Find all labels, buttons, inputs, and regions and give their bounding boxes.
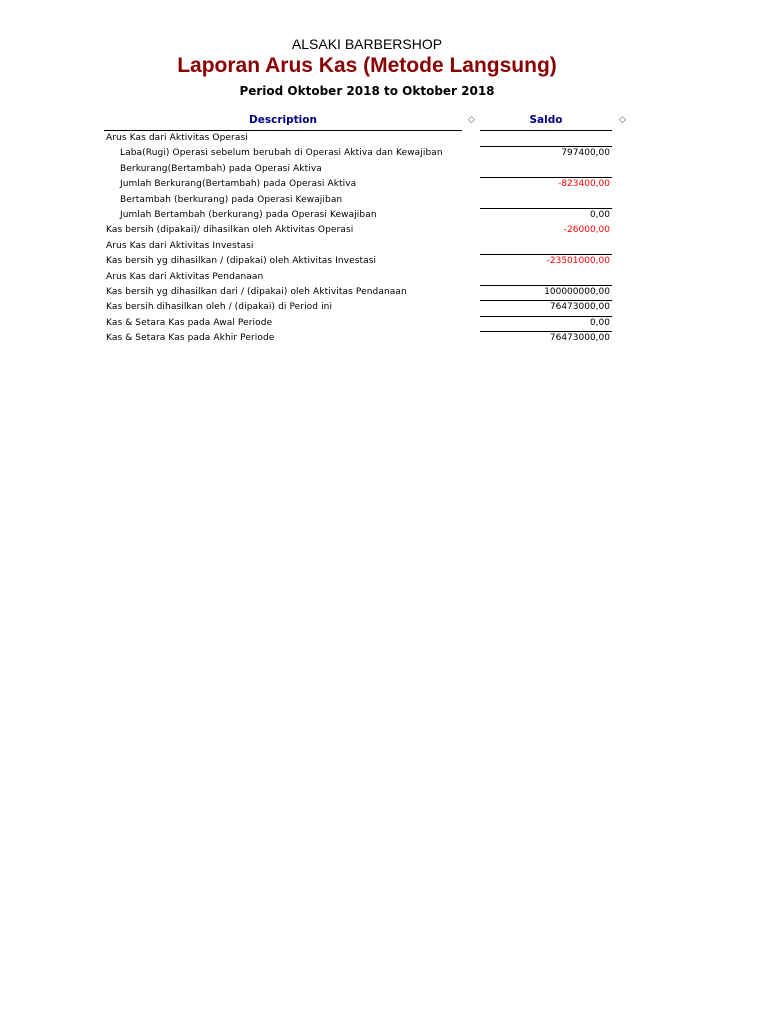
table-row xyxy=(104,240,614,255)
report-period: Period Oktober 2018 to Oktober 2018 xyxy=(239,84,495,98)
table-row xyxy=(104,209,614,224)
table-row xyxy=(104,317,614,332)
table-row xyxy=(104,163,614,178)
row-description: Kas & Setara Kas pada Akhir Periode xyxy=(106,333,275,344)
row-value: -23501000,00 xyxy=(546,256,610,267)
table-row xyxy=(104,301,614,316)
table-row xyxy=(104,178,614,193)
report-title: Laporan Arus Kas (Metode Langsung) xyxy=(177,54,557,77)
table-row xyxy=(104,255,614,270)
table-row xyxy=(104,271,614,286)
table-row xyxy=(104,132,614,147)
row-description: Arus Kas dari Aktivitas Operasi xyxy=(106,133,248,143)
cash-flow-table xyxy=(104,132,614,347)
row-description: Kas bersih yg dihasilkan dari / (dipakai) oleh Aktivitas Pendanaan xyxy=(106,286,407,297)
row-value: 0,00 xyxy=(589,209,610,220)
row-value: 76473000,00 xyxy=(549,302,610,313)
row-description: Jumlah Bertambah (berkurang) pada Operasi Kewajiban xyxy=(120,209,377,220)
row-description: Jumlah Berkurang(Bertambah) pada Operasi Aktiva xyxy=(120,179,357,190)
company-name: ALSAKI BARBERSHOP xyxy=(291,36,443,52)
description-column-header[interactable]: Description xyxy=(104,114,462,131)
table-row xyxy=(104,286,614,301)
table-row xyxy=(104,332,614,347)
row-description: Arus Kas dari Aktivitas Investasi xyxy=(106,240,254,251)
sort-saldo-icon[interactable]: ◇ xyxy=(619,115,626,125)
row-description: Kas bersih (dipakai)/ dihasilkan oleh Aktivitas Operasi xyxy=(106,225,354,236)
row-value: -26000,00 xyxy=(563,225,610,236)
row-value: 0,00 xyxy=(589,317,610,328)
row-value: 797400,00 xyxy=(561,148,610,159)
row-description: Kas bersih yg dihasilkan / (dipakai) oleh Aktivitas Investasi xyxy=(106,256,377,267)
row-value: 76473000,00 xyxy=(549,333,610,344)
row-value: -823400,00 xyxy=(558,179,610,190)
saldo-column-header[interactable]: Saldo xyxy=(480,114,612,131)
table-row xyxy=(104,147,614,162)
sort-description-icon[interactable]: ◇ xyxy=(468,115,475,125)
row-description: Kas bersih dihasilkan oleh / (dipakai) di Period ini xyxy=(106,302,333,313)
row-description: Berkurang(Bertambah) pada Operasi Aktiva xyxy=(120,163,322,174)
row-description: Laba(Rugi) Operasi sebelum berubah di Operasi Aktiva dan Kewajiban xyxy=(120,148,443,159)
row-value: 100000000,00 xyxy=(544,286,610,297)
table-row xyxy=(104,194,614,209)
row-description: Kas & Setara Kas pada Awal Periode xyxy=(106,317,273,328)
row-description: Bertambah (berkurang) pada Operasi Kewajiban xyxy=(120,194,343,205)
row-description: Arus Kas dari Aktivitas Pendanaan xyxy=(106,271,264,282)
table-row xyxy=(104,224,614,239)
